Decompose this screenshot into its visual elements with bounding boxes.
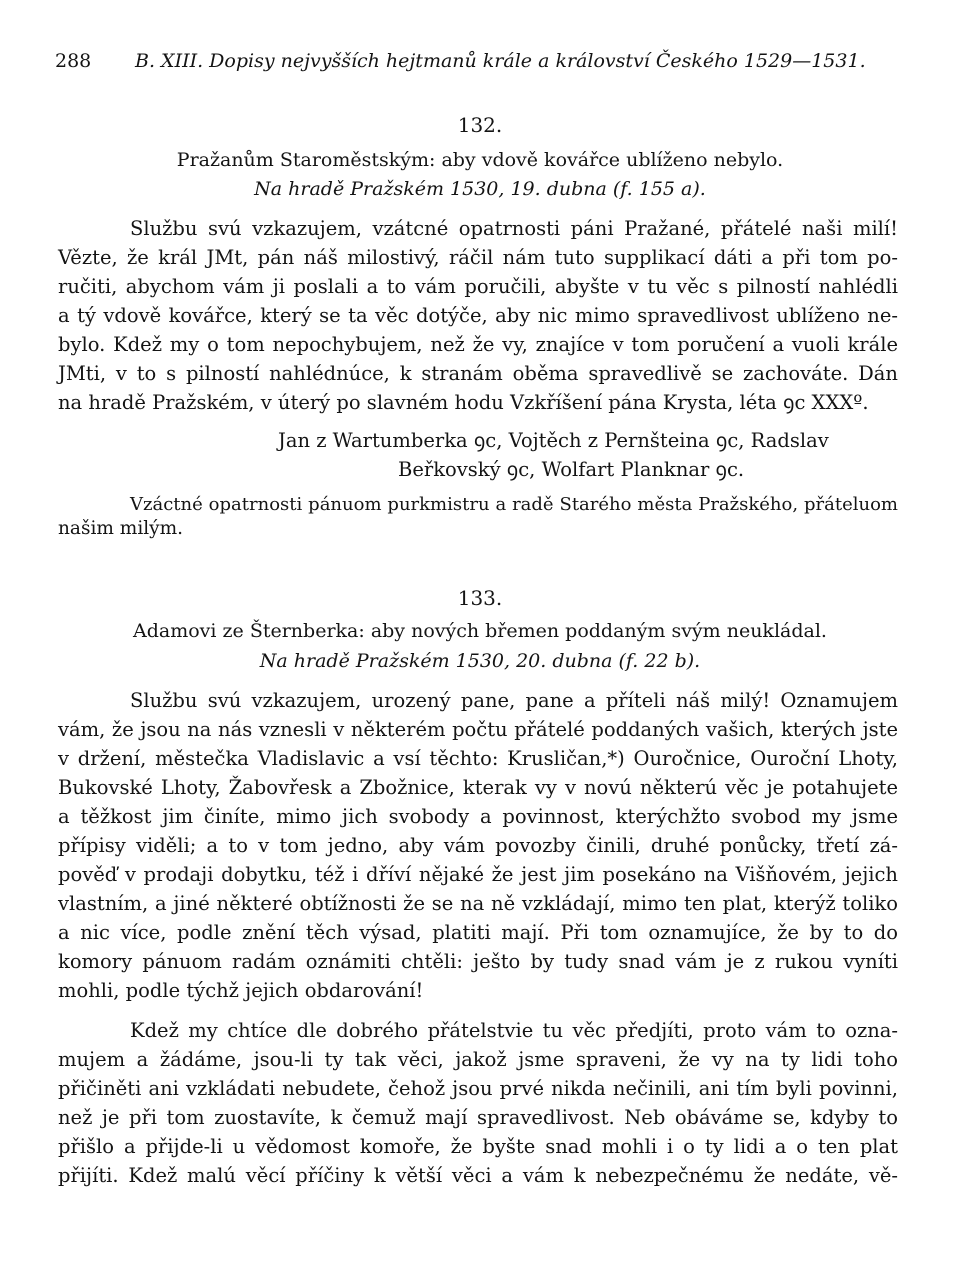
text-line: a tý vdově kovářce, který se ta věc dotýče, aby nic mimo spravedlivost ublíženo ne- [58, 304, 898, 327]
text-line: mujem a žádáme, jsou-li ty tak věci, jakož jsme spraveni, že vy na ty lidi toho [58, 1048, 898, 1071]
text-line: vlastním, a jiné některé obtížnosti že se na ně vzkládají, mimo ten plat, kterýž toliko [58, 892, 898, 915]
text-line: a těžkost jim činíte, mimo jich svobody a povinnost, kterýchžto svobod my jsme [58, 805, 898, 828]
letter-heading: Pražanům Staroměstským: aby vdově kovářce ublíženo nebylo. [176, 149, 784, 171]
text-line: komory pánuom radám oznámiti chtěli: ješto by tudy snad vám je z rukou vyníti [58, 950, 898, 973]
letter-dateline: Na hradě Pražském 1530, 20. dubna (f. 22 b). [259, 650, 701, 672]
text-line: přičiněti ani vzkládati nebudete, čehož jsou prvé nikda nečinili, ani tím byli povinni, [58, 1077, 898, 1100]
text-line: než je při tom zuostavíte, k čemuž mají spravedlivost. Neb obáváme se, kdyby to [58, 1106, 898, 1129]
text-line: Bukovské Lhoty, Žabovřesk a Zbožnice, kterak vy v novú některú věc je potahujete [58, 776, 898, 799]
text-line: ručiti, abychom vám ji poslali a to vám poručili, abyšte v tu věc s pilností nahlédli [58, 275, 898, 298]
text-line: přišlo a přijde-li u vědomost komoře, že byšte snad mohli i o ty lidi a o ten plat [58, 1135, 898, 1158]
letter-dateline: Na hradě Pražském 1530, 19. dubna (f. 155 a). [254, 178, 706, 200]
signature-line: Jan z Wartumberka ꝯc, Vojtěch z Pernšteina ꝯc, Radslav [278, 429, 829, 452]
signature-line: Beřkovský ꝯc, Wolfart Planknar ꝯc. [398, 458, 745, 481]
text-line: bylo. Kdež my o tom nepochybujem, než že vy, znajíce v tom poručení a vuoli krále [58, 333, 898, 356]
text-line: JMti, v to s pilností nahlédnúce, k stranám oběma spravedlivě se zachováte. Dán [58, 362, 898, 385]
letter-number: 132. [457, 113, 503, 137]
text-line: a nic více, podle znění těch výsad, platiti mají. Při tom oznamujíce, že by to do [58, 921, 898, 944]
text-line: vám, že jsou na nás vznesli v některém počtu přátelé poddaných vašich, kterých jste [58, 718, 898, 741]
page-number: 288 [55, 50, 92, 72]
text-line: Službu svú vzkazujem, vzátcné opatrnosti páni Pražané, přátelé naši milí! [130, 217, 898, 240]
running-title: B. XIII. Dopisy nejvyšších hejtmanů krále a království Českého 1529—1531. [135, 50, 866, 72]
text-line: mohli, podle týchž jejich obdarování! [58, 979, 424, 1002]
text-line: přípisy viděli; a to v tom jedno, aby vám povozby činili, druhé ponůcky, třetí zá- [58, 834, 898, 857]
text-line: Službu svú vzkazujem, urozený pane, pane a příteli náš milý! Oznamujem [130, 689, 898, 712]
text-line: Vězte, že král JMt, pán náš milostivý, ráčil nám tuto supplikací dáti a při tom po- [58, 246, 898, 269]
text-line: na hradě Pražském, v úterý po slavném hodu Vzkříšení pána Krysta, léta ꝯc XXXº. [58, 391, 869, 414]
text-line: Kdež my chtíce dle dobrého přátelstvie tu věc předjíti, proto vám to ozna- [130, 1019, 898, 1042]
address-line: našim milým. [58, 518, 184, 539]
text-line: v držení, městečka Vladislavic a vsí těchto: Krusličan,*) Ouročnice, Ouroční Lhoty, [58, 747, 898, 770]
letter-number: 133. [457, 586, 503, 610]
address-line: Vzáctné opatrnosti pánuom purkmistru a radě Starého města Pražského, přáteluom [130, 494, 898, 515]
letter-heading: Adamovi ze Šternberka: aby nových břemen poddaným svým neukládal. [133, 620, 827, 642]
text-line: přijíti. Kdež malú věcí příčiny k větší věci a vám k nebezpečnému že nedáte, vě- [58, 1164, 898, 1187]
text-line: pověď v prodaji dobytku, též i dříví nějaké že jest jim posekáno na Višňovém, jejich [58, 863, 898, 886]
